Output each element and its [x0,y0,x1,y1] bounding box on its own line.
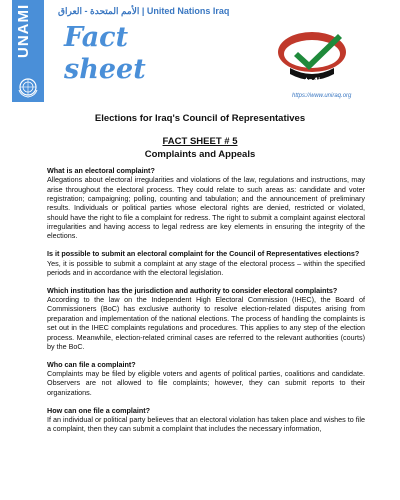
faq-question: Which institution has the jurisdiction and authority to consider electoral complaints? [47,285,338,295]
faq-answer: Allegations about electoral irregularities and violations of the law, regulations and instructions, may arise throughout the electoral process. They could relate to such areas as: candidate and voter registration; campaigning; polling, counting and tabulation; and the announcement of preliminary results. Individuals or political parties whose electoral rights are denied, restricted or violated, should have the right to file a complaint for redress. The right to submit a complaint against electoral irregularities and having access to legal redress are key elements in ensuring the integrity of the elections. [47,175,365,241]
fact-sheet-heading [64,22,146,86]
faq-answer: Yes, it is possible to submit a complaint at any stage of the electoral process – within the specified periods and in accordance with the electoral legislation. [47,258,365,277]
faq-answer: Complaints may be filed by eligible voters and agents of political parties, coalitions and candidate. Observers are not allowed to file complaints; however, they can submit reports to their organizations. [47,369,365,397]
fact-sheet-subtitle: Complaints and Appeals [144,149,256,160]
vote4iraq-logo [272,28,360,90]
unami-brand-text: UNAMI [15,3,32,58]
faq-answer: According to the law on the Independent High Electoral Commission (IHEC), the Board of Commissioners (BoC) has exclusive authority to resolve election-related disputes arising from preparation and implementation of the national elections. The process of handling the complaints is set out in the IHEC complaints regulations and procedures. This applies to any step of the election process. Meanwhile, election-related criminal cases are referred to the relevant authorities (courts) by the BoC. [47,295,365,351]
fact-sheet-number: FACT SHEET # 5 [162,136,238,147]
logo-url-text: https://www.uniraq.org [292,93,352,99]
faq-question: How can one file a complaint? [47,405,151,415]
faq-question: Who can file a complaint? [47,359,136,369]
fact-title-line1: Fact [64,22,129,53]
document-title: Elections for Iraq's Council of Representatives [94,113,306,124]
faq-question: What is an electoral complaint? [47,166,155,175]
faq-content [47,166,365,442]
faq-answer: If an individual or political party believes that an electoral violation has taken place and wishes to file a complaint, then they can submit a complaint that includes the necessary information, [47,414,365,434]
un-emblem-icon [17,76,39,98]
faq-question: Is it possible to submit an electoral complaint for the Council of Representatives elections? [47,249,360,259]
fact-title-line2: sheet [64,54,146,85]
org-header-line: الأمم المتحدة - العراق | United Nations Iraq [58,6,230,16]
logo-hashtag: #vote4iraq [289,76,335,86]
